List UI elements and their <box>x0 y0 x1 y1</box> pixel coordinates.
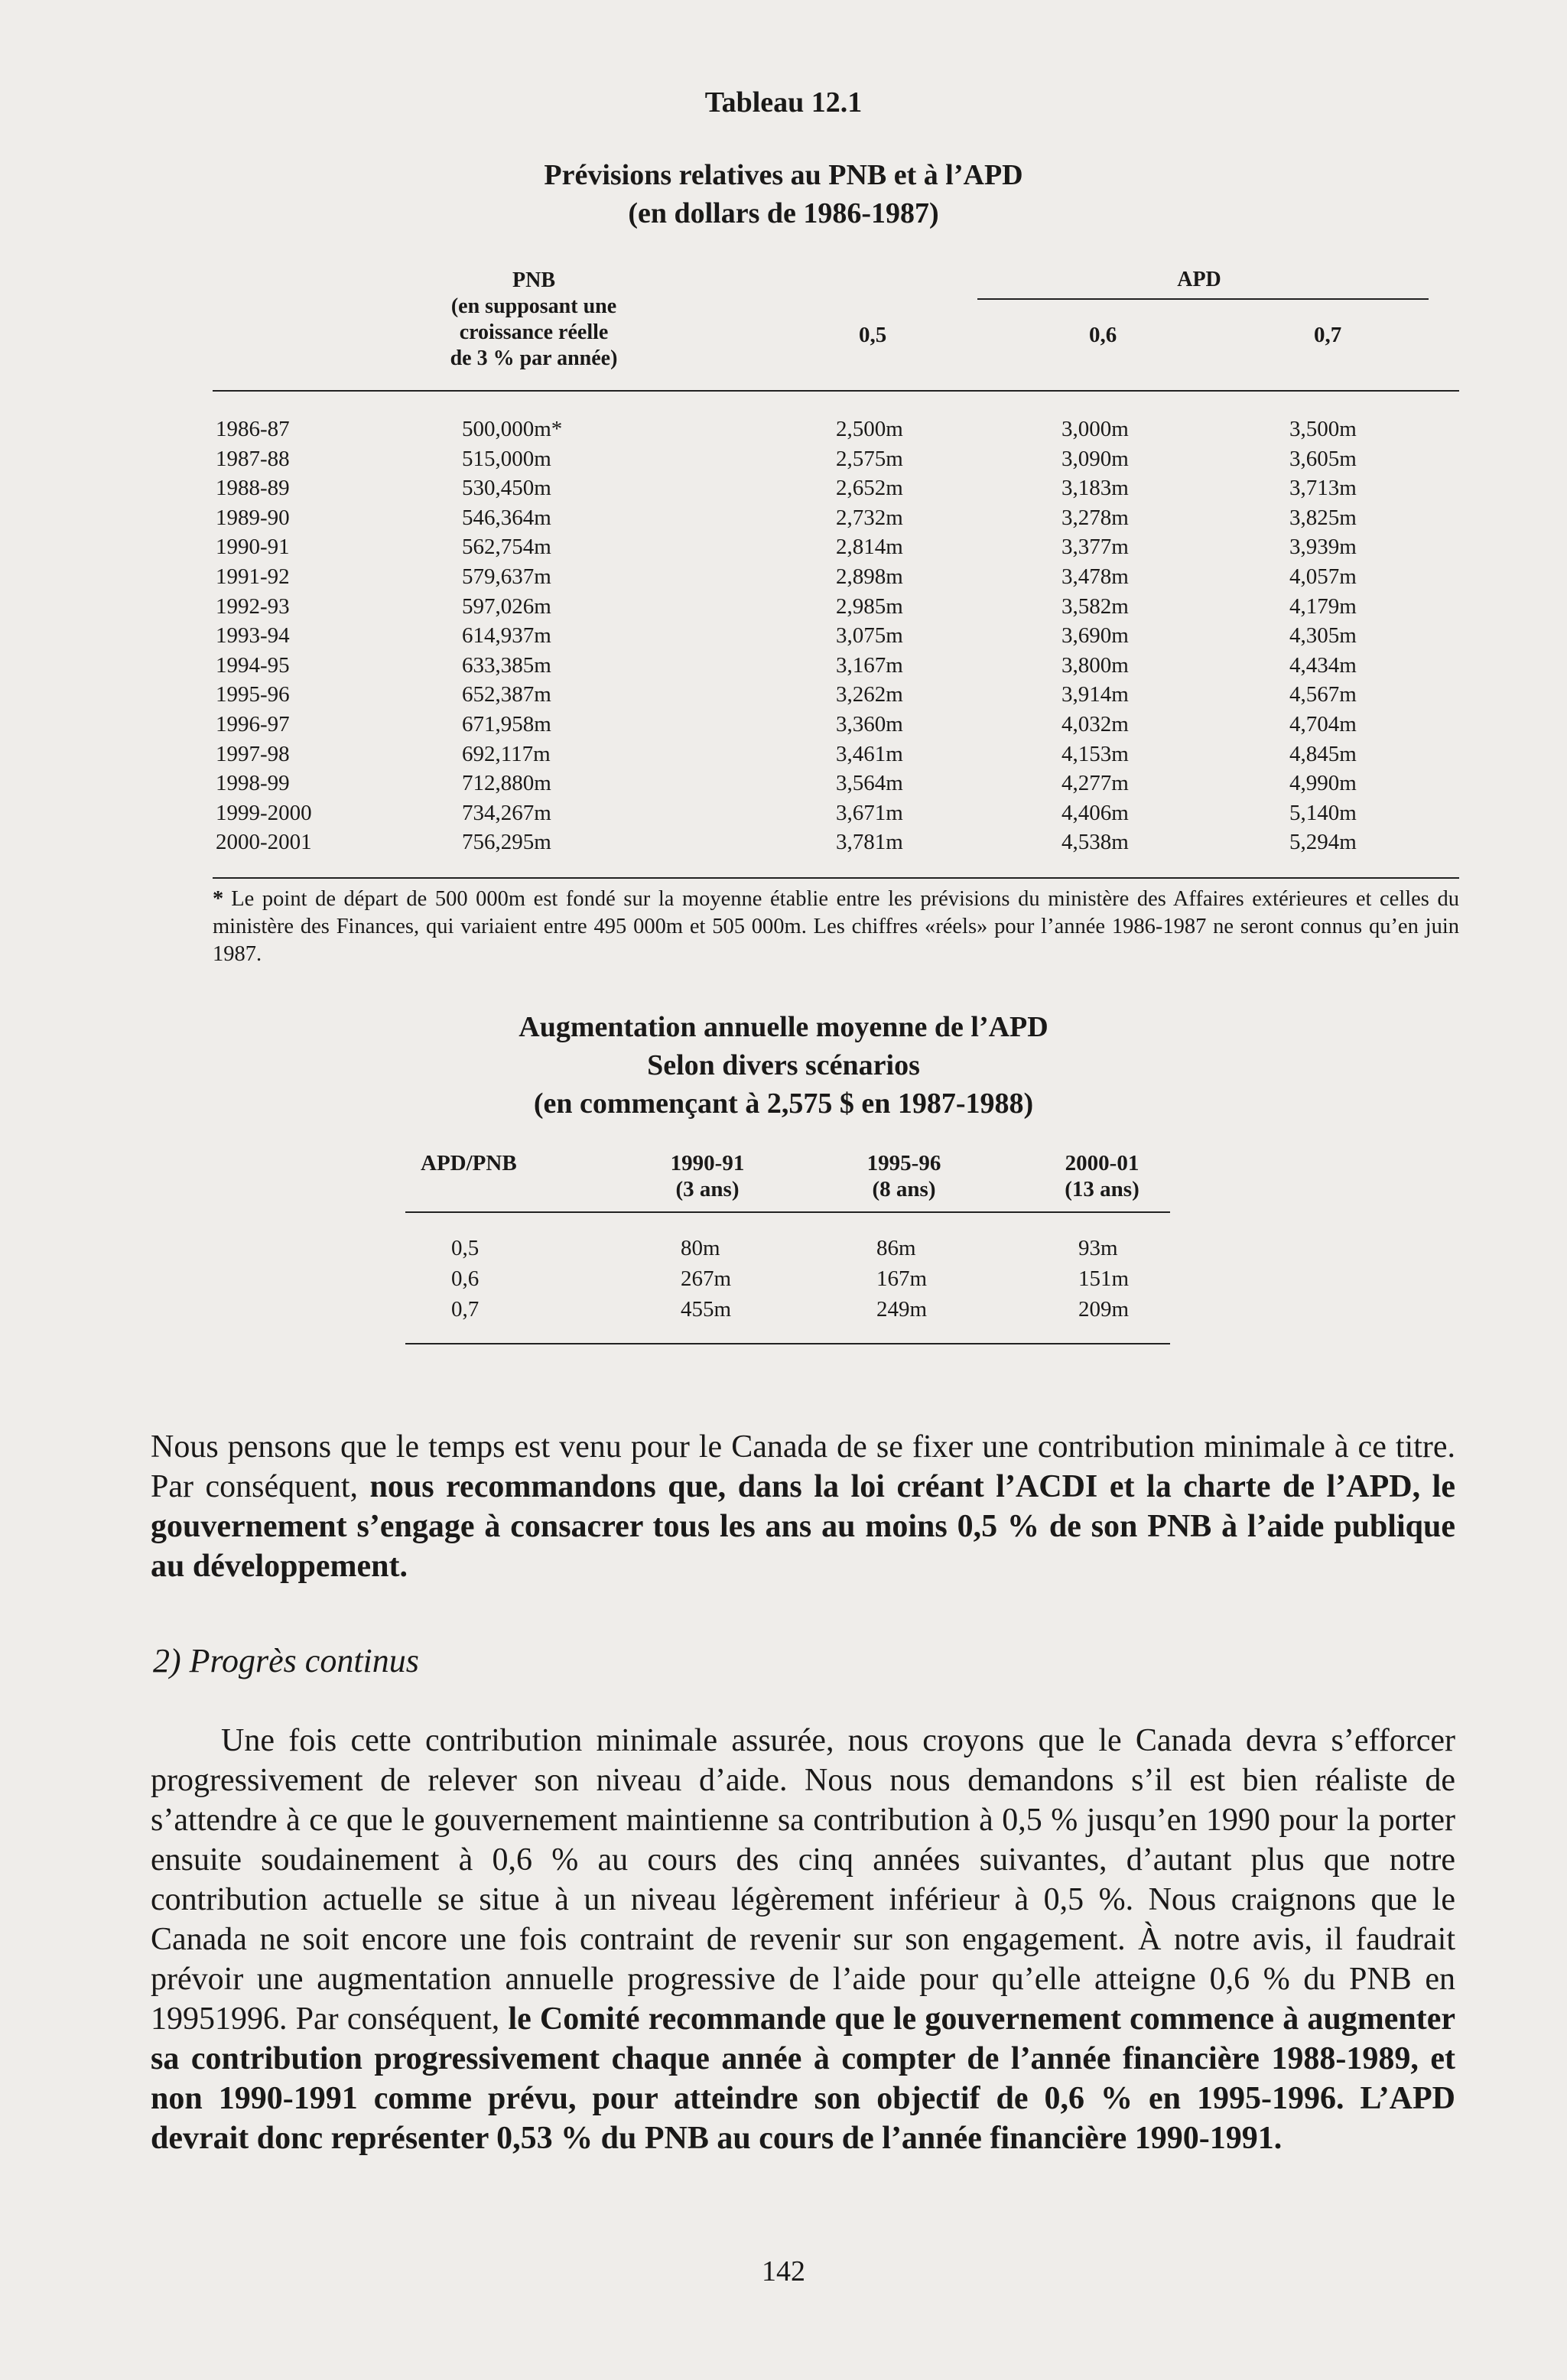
apd-0-7-cell: 5,294m <box>1289 830 1357 855</box>
table2-title-line3: (en commençant à 2,575 $ en 1987-1988) <box>533 1088 1034 1120</box>
col-2000-01-years: (13 ans) <box>1065 1177 1139 1201</box>
value-2000-01-cell: 93m <box>1078 1236 1118 1260</box>
value-1995-96-cell: 167m <box>876 1266 928 1291</box>
value-1995-96-cell: 86m <box>876 1236 916 1260</box>
table-row <box>213 415 1459 444</box>
table-row <box>213 710 1459 740</box>
apd-0-7-cell: 5,140m <box>1289 800 1357 825</box>
apd-col-0-6: 0,6 <box>1089 323 1117 347</box>
pnb-cell: 500,000m* <box>462 417 563 441</box>
footnote-marker: * <box>213 887 224 911</box>
year-cell: 1999-2000 <box>216 800 312 825</box>
pnb-cell: 562,754m <box>462 535 551 560</box>
table1-subtitle <box>0 156 1567 232</box>
pnb-cell: 515,000m <box>462 446 551 471</box>
year-cell: 1995-96 <box>216 682 290 707</box>
table1-subtitle-line2: (en dollars de 1986-1987) <box>628 197 939 229</box>
page-number: 142 <box>762 2255 805 2287</box>
apd-0-7-cell: 4,990m <box>1289 771 1357 796</box>
table-row <box>213 444 1459 474</box>
table1 <box>213 268 1459 879</box>
year-cell: 1991-92 <box>216 564 290 589</box>
table2-title-line2: Selon divers scénarios <box>647 1049 920 1081</box>
apd-0-6-cell: 4,406m <box>1061 800 1129 825</box>
table2 <box>405 1150 1170 1344</box>
apd-0-7-cell: 4,305m <box>1289 623 1357 649</box>
year-cell: 1992-93 <box>216 593 290 619</box>
table-row <box>213 651 1459 681</box>
pnb-cell: 712,880m <box>462 771 551 796</box>
table2-title <box>0 1008 1567 1123</box>
table2-top-rule <box>405 1211 1170 1213</box>
apd-0-6-cell: 4,277m <box>1061 771 1129 796</box>
pnb-cell: 614,937m <box>462 623 551 649</box>
pnb-cell: 633,385m <box>462 652 551 678</box>
paragraph-2 <box>151 1721 1455 2158</box>
ratio-cell: 0,7 <box>451 1297 480 1322</box>
apd-0-7-cell: 3,500m <box>1289 417 1357 441</box>
pnb-cell: 756,295m <box>462 830 551 855</box>
value-2000-01-cell: 209m <box>1078 1297 1130 1322</box>
apd-0-5-cell: 3,781m <box>836 830 903 855</box>
apd-0-5-cell: 3,262m <box>836 682 903 707</box>
pnb-cell: 546,364m <box>462 505 551 530</box>
footnote-text: Le point de départ de 500 000m est fondé sur la moyenne établie entre les prévisions du ministère des Affaires extérieures et celles du ministère des Finances, qui variaient entre 495 000m et 505 000m. Les chiffres «réels» pour l’année 1986-1987 ne seront connus qu’en juin 1987. <box>213 887 1459 966</box>
paragraph-2-recommendation: le Comité recommande que le gouvernement commence à augmenter sa contribution progressivement chaque année à compter de l’année financière 1988-1989, et non 1990-1991 comme prévu, pour atteindre son objectif de 0,6 % en 1995-1996. L’APD devrait donc représenter 0,53 % du PNB au cours de l’année financière 1990-1991. <box>151 2001 1455 2156</box>
apd-0-6-cell: 3,690m <box>1061 623 1129 649</box>
table-row <box>213 503 1459 533</box>
ratio-cell: 0,6 <box>451 1266 480 1291</box>
year-cell: 1989-90 <box>216 505 290 530</box>
year-cell: 1993-94 <box>216 623 290 649</box>
table1-header <box>213 268 1459 390</box>
apd-0-7-cell: 4,567m <box>1289 682 1357 707</box>
apd-0-5-cell: 3,360m <box>836 711 903 736</box>
pnb-cell: 579,637m <box>462 564 551 589</box>
section-title: 2) Progrès continus <box>153 1642 419 1679</box>
pnb-cell: 597,026m <box>462 593 551 619</box>
table-row <box>213 680 1459 710</box>
col-2000-01-period: 2000-01 <box>1065 1151 1139 1175</box>
paragraph-2-text: Une fois cette contribution minimale assurée, nous croyons que le Canada devra s’efforcer progressivement de relever son niveau d’aide. Nous nous demandons s’il est bien réaliste de s’attendre à ce que le gouvernement maintienne sa contribution à 0,5 % jusqu’en 1990 pour la porter ensuite soudainement à 0,6 % au cours des cinq années suivantes, d’autant plus que notre contribution actuelle se situe à un niveau légèrement inférieur à 0,5 %. Nous craignons que le Canada ne soit encore une fois contraint de revenir sur son engagement. À notre avis, il faudrait prévoir une augmentation annuelle progressive de l’aide pour qu’elle atteigne 0,6 % du PNB en 19951996. Par conséquent, <box>151 1723 1455 2037</box>
apd-0-5-cell: 2,898m <box>836 564 903 589</box>
apd-0-7-cell: 4,434m <box>1289 652 1357 678</box>
apd-0-5-cell: 3,075m <box>836 623 903 649</box>
apd-0-6-cell: 4,153m <box>1061 741 1129 766</box>
apd-0-5-cell: 2,652m <box>836 476 903 501</box>
apd-0-5-cell: 3,167m <box>836 652 903 678</box>
apd-0-5-cell: 2,575m <box>836 446 903 471</box>
apd-0-7-cell: 3,713m <box>1289 476 1357 501</box>
table2-body <box>405 1233 1170 1325</box>
pnb-header-line: de 3 % par année) <box>450 346 618 370</box>
col-1990-91-period: 1990-91 <box>670 1151 745 1175</box>
table-row <box>213 827 1459 857</box>
pnb-header <box>404 268 664 372</box>
table1-top-rule <box>213 390 1459 392</box>
table2-title-line1: Augmentation annuelle moyenne de l’APD <box>519 1011 1048 1043</box>
table-row <box>213 473 1459 503</box>
table-row <box>213 740 1459 769</box>
year-cell: 2000-2001 <box>216 830 312 855</box>
table1-body <box>213 415 1459 857</box>
table-row <box>405 1294 1170 1325</box>
apd-0-7-cell: 4,704m <box>1289 711 1357 736</box>
pnb-cell: 671,958m <box>462 711 551 736</box>
apd-0-5-cell: 2,500m <box>836 417 903 441</box>
pnb-cell: 652,387m <box>462 682 551 707</box>
apd-header-rule <box>977 298 1429 300</box>
col-apd-pnb: APD/PNB <box>421 1151 517 1175</box>
table-row <box>213 798 1459 828</box>
table1-title: Tableau 12.1 <box>704 86 863 119</box>
apd-0-7-cell: 3,605m <box>1289 446 1357 471</box>
col-2000-01 <box>1037 1150 1167 1202</box>
table-row <box>213 562 1459 592</box>
paragraph-1-recommendation: nous recommandons que, dans la loi créant l’ACDI et la charte de l’APD, le gouvernement s’engage à consacrer tous les ans au moins 0,5 % de son PNB à l’aide publique au développement. <box>151 1469 1455 1584</box>
value-1990-91-cell: 80m <box>681 1236 720 1260</box>
table2-header <box>405 1150 1170 1211</box>
apd-0-5-cell: 2,732m <box>836 505 903 530</box>
apd-0-7-cell: 3,939m <box>1289 535 1357 560</box>
apd-col-0-5: 0,5 <box>859 323 887 347</box>
pnb-header-line: croissance réelle <box>459 320 609 344</box>
apd-0-5-cell: 2,814m <box>836 535 903 560</box>
apd-0-5-cell: 3,671m <box>836 800 903 825</box>
table-row <box>213 621 1459 651</box>
apd-0-6-cell: 3,278m <box>1061 505 1129 530</box>
apd-0-5-cell: 3,461m <box>836 741 903 766</box>
table-row <box>405 1263 1170 1294</box>
pnb-cell: 734,267m <box>462 800 551 825</box>
table2-bottom-rule <box>405 1343 1170 1344</box>
value-1995-96-cell: 249m <box>876 1297 928 1322</box>
apd-0-5-cell: 2,985m <box>836 593 903 619</box>
apd-0-6-cell: 4,538m <box>1061 830 1129 855</box>
pnb-header-line: PNB <box>512 268 555 292</box>
table-row <box>213 532 1459 562</box>
paragraph-1 <box>151 1427 1455 1586</box>
apd-0-7-cell: 4,845m <box>1289 741 1357 766</box>
apd-0-7-cell: 3,825m <box>1289 505 1357 530</box>
apd-0-6-cell: 3,478m <box>1061 564 1129 589</box>
value-1990-91-cell: 267m <box>681 1266 732 1291</box>
apd-0-6-cell: 3,914m <box>1061 682 1129 707</box>
year-cell: 1998-99 <box>216 771 290 796</box>
year-cell: 1997-98 <box>216 741 290 766</box>
value-1990-91-cell: 455m <box>681 1297 732 1322</box>
year-cell: 1988-89 <box>216 476 290 501</box>
year-cell: 1990-91 <box>216 535 290 560</box>
table-row <box>213 592 1459 622</box>
year-cell: 1996-97 <box>216 711 290 736</box>
table1-footnote <box>213 886 1459 968</box>
year-cell: 1986-87 <box>216 417 290 441</box>
pnb-cell: 692,117m <box>462 741 551 766</box>
table1-bottom-rule <box>213 877 1459 879</box>
pnb-header-line: (en supposant une <box>450 294 617 318</box>
col-1995-96-years: (8 ans) <box>872 1177 936 1201</box>
table-row <box>405 1233 1170 1263</box>
apd-0-6-cell: 4,032m <box>1061 711 1129 736</box>
paragraph-1-text: Nous pensons que le temps est venu pour le Canada de se fixer une contribution minimale à ce titre. Par conséquent, <box>151 1429 1455 1504</box>
apd-0-6-cell: 3,582m <box>1061 593 1129 619</box>
apd-0-7-cell: 4,057m <box>1289 564 1357 589</box>
ratio-cell: 0,5 <box>451 1236 480 1260</box>
apd-col-0-7: 0,7 <box>1314 323 1342 347</box>
apd-0-6-cell: 3,090m <box>1061 446 1129 471</box>
table-row <box>213 769 1459 798</box>
year-cell: 1994-95 <box>216 652 290 678</box>
apd-0-5-cell: 3,564m <box>836 771 903 796</box>
table1-subtitle-line1: Prévisions relatives au PNB et à l’APD <box>544 159 1023 191</box>
apd-0-6-cell: 3,000m <box>1061 417 1129 441</box>
apd-header: APD <box>1177 268 1221 291</box>
col-1995-96 <box>843 1150 965 1202</box>
col-1990-91-years: (3 ans) <box>675 1177 740 1201</box>
apd-0-6-cell: 3,800m <box>1061 652 1129 678</box>
col-1995-96-period: 1995-96 <box>866 1151 941 1175</box>
col-1990-91 <box>646 1150 769 1202</box>
value-2000-01-cell: 151m <box>1078 1266 1130 1291</box>
year-cell: 1987-88 <box>216 446 290 471</box>
pnb-cell: 530,450m <box>462 476 551 501</box>
apd-0-6-cell: 3,377m <box>1061 535 1129 560</box>
apd-0-7-cell: 4,179m <box>1289 593 1357 619</box>
apd-0-6-cell: 3,183m <box>1061 476 1129 501</box>
